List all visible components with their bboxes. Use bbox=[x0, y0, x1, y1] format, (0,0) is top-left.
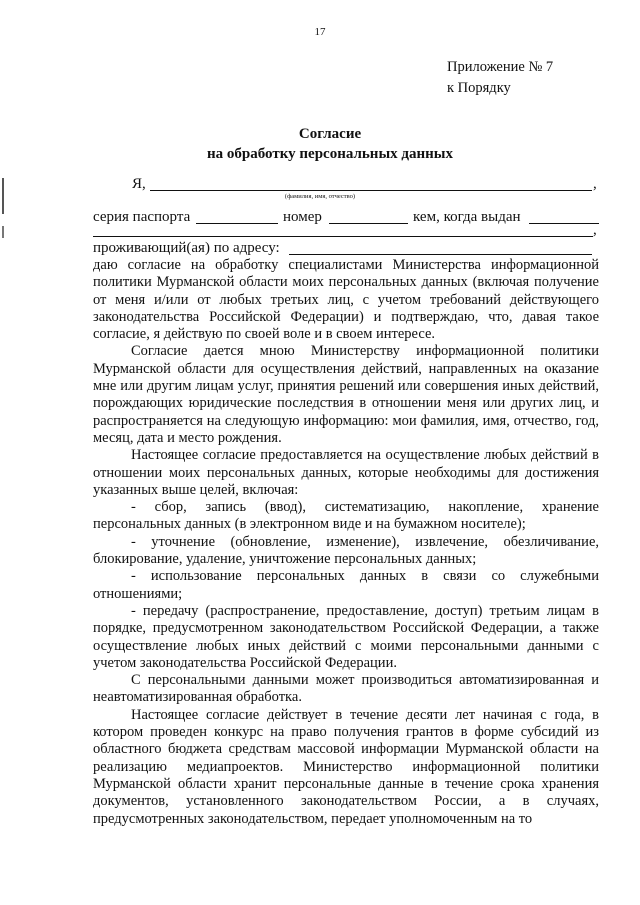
passport-series-label: серия паспорта bbox=[93, 209, 191, 225]
paragraph: даю согласие на обработку специалистами Министерства информационной политики Мурманской области моих персональных данных (включая получение от меня и/или от любых третьих лиц, с учетом требований действующего законодательства Российской Федерации) и подтверждаю, что, давая такое согласие, я действую по своей воле и в своем интересе. bbox=[93, 257, 599, 343]
i-label: Я, bbox=[132, 176, 146, 192]
title-line-1: Согласие bbox=[298, 126, 362, 142]
appendix-line-1: Приложение № 7 bbox=[447, 59, 554, 75]
scan-margin-mark-2 bbox=[2, 226, 4, 238]
consent-body bbox=[93, 257, 599, 828]
passport-series-field[interactable] bbox=[196, 213, 278, 224]
page-number: 17 bbox=[314, 26, 326, 38]
appendix-note bbox=[447, 57, 553, 99]
issued-by-label: кем, когда выдан bbox=[413, 209, 521, 225]
issued-by-field[interactable] bbox=[529, 213, 599, 224]
list-item: - передачу (распространение, предоставление, доступ) третьим лицам в порядке, предусмотренном законодательством Российской Федерации, а также осуществление любых иных действий с моими персональными данными с учетом законодательства Российской Федерации. bbox=[93, 602, 599, 671]
paragraph: Согласие дается мною Министерству информационной политики Мурманской области для осуществления действий, направленных на оказание мне или другим лицам услуг, принятия решений или совершения иных действий, порождающих юридические последствия в отношении меня или других лиц, и распространяется на следующую информацию: мои фамилия, имя, отчество, год, месяц, дата и место рождения. bbox=[93, 343, 599, 446]
passport-number-field[interactable] bbox=[329, 213, 408, 224]
comma-2: , bbox=[593, 222, 597, 238]
list-item: - уточнение (обновление, изменение), извлечение, обезличивание, блокирование, удаление, уничтожение персональных данных; bbox=[93, 533, 599, 568]
list-item: - использование персональных данных в связи со служебными отношениями; bbox=[93, 568, 599, 602]
paragraph: С персональными данными может производиться автоматизированная и неавтоматизированная обработка. bbox=[93, 672, 599, 706]
address-label: проживающий(ая) по адресу: bbox=[93, 240, 280, 256]
appendix-line-2: к Порядку bbox=[447, 80, 511, 96]
list-item: - сбор, запись (ввод), систематизацию, накопление, хранение персональных данных (в электронном виде и на бумажном носителе); bbox=[93, 499, 599, 533]
issued-by-continuation-field[interactable] bbox=[93, 226, 593, 237]
paragraph: Настоящее согласие действует в течение десяти лет начиная с года, в котором проведен конкурс на право получения грантов в форме субсидий из областного бюджета средствам массовой информации Мурманской области на реализацию медиапроектов. Министерство информационной политики Мурманской области хранит персональные данные в течение срока хранения документов, установленного законодательством России, а в случаях, предусмотренных законодательством, передает уполномоченным на то bbox=[93, 706, 599, 827]
full-name-caption: (фамилия, имя, отчество) bbox=[284, 193, 356, 200]
full-name-field[interactable] bbox=[150, 180, 592, 191]
title-line-2: на обработку персональных данных bbox=[207, 146, 453, 162]
comma-1: , bbox=[593, 176, 597, 192]
address-field[interactable] bbox=[289, 244, 592, 255]
document-title bbox=[0, 124, 640, 164]
paragraph: Настоящее согласие предоставляется на осуществление любых действий в отношении моих персональных данных, которые необходимы для достижения указанных выше целей, включая: bbox=[93, 447, 599, 498]
passport-number-label: номер bbox=[283, 209, 322, 225]
